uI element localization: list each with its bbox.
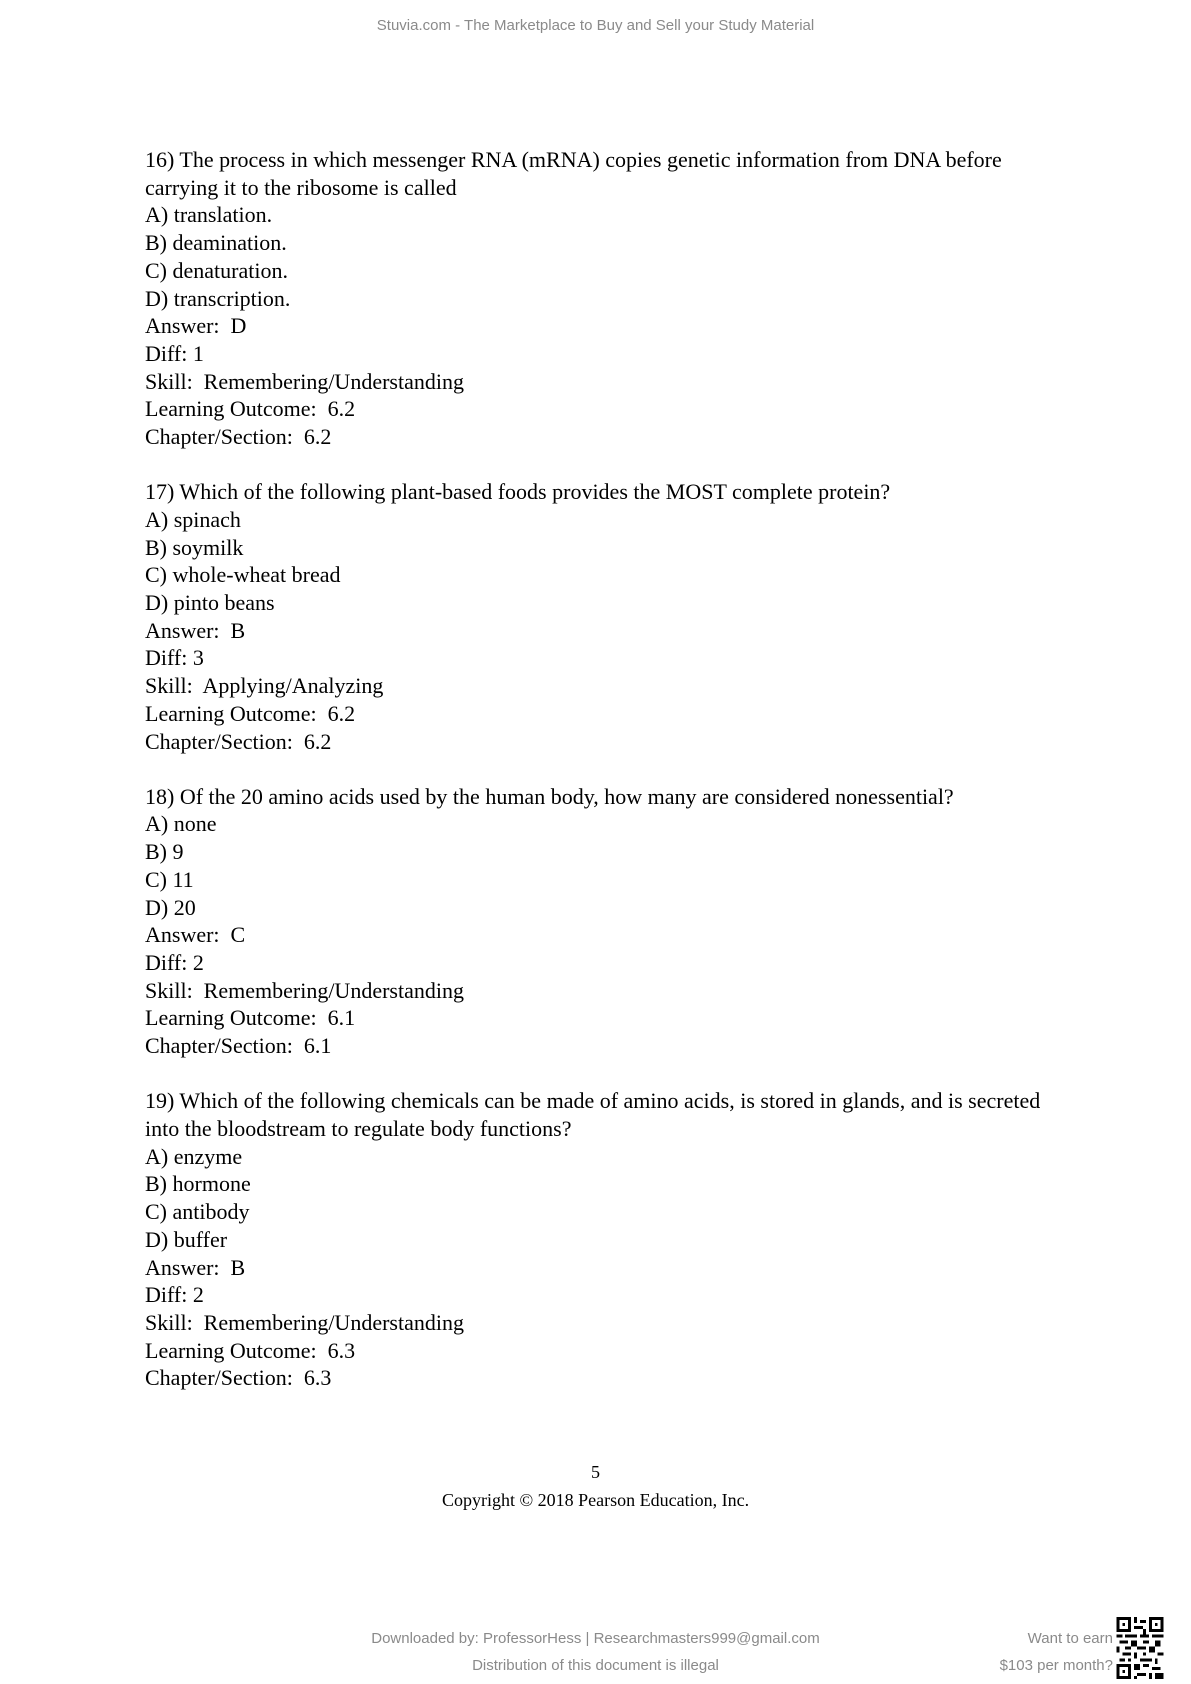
question-stem: 19) Which of the following chemicals can be made of amino acids, is stored in glands, and is secreted into the bloodstream to regulate body functions?	[145, 1088, 1041, 1141]
promo-line-1[interactable]: Want to earn	[1027, 1630, 1113, 1647]
option-d: D) 20	[145, 894, 196, 920]
promo-text[interactable]	[1000, 1625, 1113, 1679]
option-a: A) enzyme	[145, 1143, 243, 1169]
skill: Skill: Applying/Analyzing	[145, 673, 384, 699]
question-stem: 18) Of the 20 amino acids used by the human body, how many are considered nonessential?	[145, 783, 954, 809]
difficulty: Diff: 2	[145, 949, 204, 975]
page-number: 5	[591, 1462, 600, 1482]
option-c: C) antibody	[145, 1199, 250, 1225]
promo-line-2[interactable]: $103 per month?	[999, 1657, 1113, 1674]
learning-outcome: Learning Outcome: 6.2	[145, 396, 356, 422]
question-stem: 16) The process in which messenger RNA (mRNA) copies genetic information from DNA before carrying it to the ribosome is called	[145, 147, 1002, 200]
option-c: C) 11	[145, 866, 194, 892]
difficulty: Diff: 1	[145, 340, 204, 366]
answer: Answer: D	[145, 313, 247, 339]
skill: Skill: Remembering/Understanding	[145, 1309, 464, 1335]
option-c: C) whole-wheat bread	[145, 562, 341, 588]
stuvia-header: Stuvia.com - The Marketplace to Buy and Sell your Study Material	[376, 17, 815, 34]
qr-code-icon[interactable]	[1116, 1617, 1164, 1679]
option-a: A) spinach	[145, 506, 241, 532]
chapter-section: Chapter/Section: 6.2	[145, 424, 332, 450]
copyright-notice: Copyright © 2018 Pearson Education, Inc.	[441, 1490, 750, 1510]
option-d: D) transcription.	[145, 285, 291, 311]
option-b: B) hormone	[145, 1171, 251, 1197]
option-b: B) deamination.	[145, 230, 287, 256]
distribution-notice: Distribution of this document is illegal	[472, 1657, 719, 1674]
option-c: C) denaturation.	[145, 257, 288, 283]
question-16	[145, 146, 1045, 451]
answer: Answer: C	[145, 922, 246, 948]
question-17	[145, 478, 1045, 755]
learning-outcome: Learning Outcome: 6.1	[145, 1005, 356, 1031]
chapter-section: Chapter/Section: 6.3	[145, 1365, 332, 1391]
option-a: A) translation.	[145, 202, 273, 228]
option-b: B) 9	[145, 839, 184, 865]
downloaded-by-text: Downloaded by: ProfessorHess | Researchmasters999@gmail.com	[371, 1630, 820, 1647]
skill: Skill: Remembering/Understanding	[145, 977, 464, 1003]
answer: Answer: B	[145, 617, 246, 643]
chapter-section: Chapter/Section: 6.2	[145, 728, 332, 754]
question-list	[145, 146, 1045, 1420]
question-19	[145, 1087, 1045, 1392]
chapter-section: Chapter/Section: 6.1	[145, 1033, 332, 1059]
option-a: A) none	[145, 811, 217, 837]
learning-outcome: Learning Outcome: 6.2	[145, 700, 356, 726]
answer: Answer: B	[145, 1254, 246, 1280]
option-b: B) soymilk	[145, 534, 244, 560]
skill: Skill: Remembering/Understanding	[145, 368, 464, 394]
option-d: D) pinto beans	[145, 590, 275, 616]
learning-outcome: Learning Outcome: 6.3	[145, 1337, 356, 1363]
difficulty: Diff: 3	[145, 645, 204, 671]
option-d: D) buffer	[145, 1226, 228, 1252]
question-18	[145, 783, 1045, 1060]
question-stem: 17) Which of the following plant-based foods provides the MOST complete protein?	[145, 479, 891, 505]
difficulty: Diff: 2	[145, 1282, 204, 1308]
